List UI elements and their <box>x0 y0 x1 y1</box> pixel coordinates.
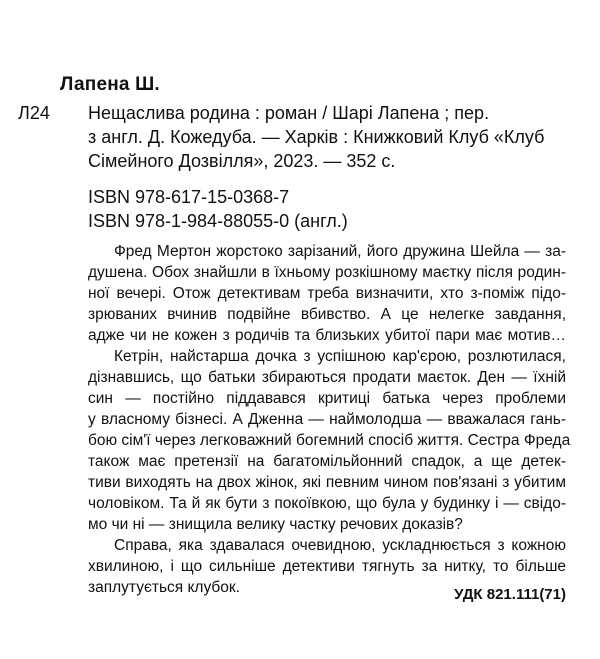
bibliographic-line: Сімейного Дозвілля», 2023. — 352 с. <box>88 151 396 171</box>
annotation-line: син — постійно піддавався критиці батька через проблеми <box>88 390 566 407</box>
annotation-line: чоловіком. Та й як бути з покоївкою, що була у будинку і — свідо- <box>88 495 566 512</box>
author-name: Лапена Ш. <box>60 74 160 95</box>
annotation-line: душена. Обох знайшли в їхньому розкішному маєтку після родин- <box>88 264 566 281</box>
isbn-block <box>88 185 348 233</box>
isbn-line: ISBN 978-1-984-88055-0 (англ.) <box>88 211 348 231</box>
annotation-line: Кетрін, найстарша дочка з успішною кар'єрою, розлютилася, <box>114 348 566 365</box>
annotation-paragraph <box>88 346 571 535</box>
annotation-line: тиви виходять на двох жінок, які певним чином пов'язані з убитим <box>88 474 566 491</box>
annotation <box>88 241 571 598</box>
annotation-line: у власному бізнесі. А Дженна — наймолодша — вважалася гань- <box>88 411 566 428</box>
annotation-line: бою сім'ї через легковажний богемний спосіб життя. Сестра Фреда <box>88 432 571 449</box>
bibliographic-line: з англ. Д. Кожедуба. — Харків : Книжковий Клуб «Клуб <box>88 127 545 147</box>
catalog-code: Л24 <box>18 103 50 123</box>
annotation-line: заплутується клубок. <box>88 579 240 596</box>
annotation-line: хвилиною, і що сильніше детективи тягнуть за нитку, то більше <box>88 558 566 575</box>
annotation-paragraph <box>88 241 566 346</box>
annotation-line: Справа, яка здавалася очевидною, ускладнюється з кожною <box>114 537 566 554</box>
bibliographic-line: Нещаслива родина : роман / Шарі Лапена ; пер. <box>88 103 490 123</box>
annotation-line: дізнавшись, що батьки збираються продати маєток. Ден — їхній <box>88 369 566 386</box>
annotation-line: ної вечері. Отож детективам треба визначити, хто з-поміж підо- <box>88 285 566 302</box>
annotation-line: мо чи ні — знищила велику частку речових доказів? <box>88 516 463 533</box>
udk-code: УДК 821.111(71) <box>454 586 566 603</box>
annotation-line: адже чи не кожен з родичів та близьких убитої пари має мотив… <box>88 327 566 344</box>
isbn-line: ISBN 978-617-15-0368-7 <box>88 187 290 207</box>
annotation-line: також має претензії на багатомільйонний спадок, а ще детек- <box>88 453 566 470</box>
bibliographic-description <box>88 101 583 173</box>
annotation-line: Фред Мертон жорстоко зарізаний, його дружина Шейла — за- <box>114 243 566 260</box>
annotation-line: зрюваних вчинив подвійне вбивство. А це нелегке завдання, <box>88 306 566 323</box>
